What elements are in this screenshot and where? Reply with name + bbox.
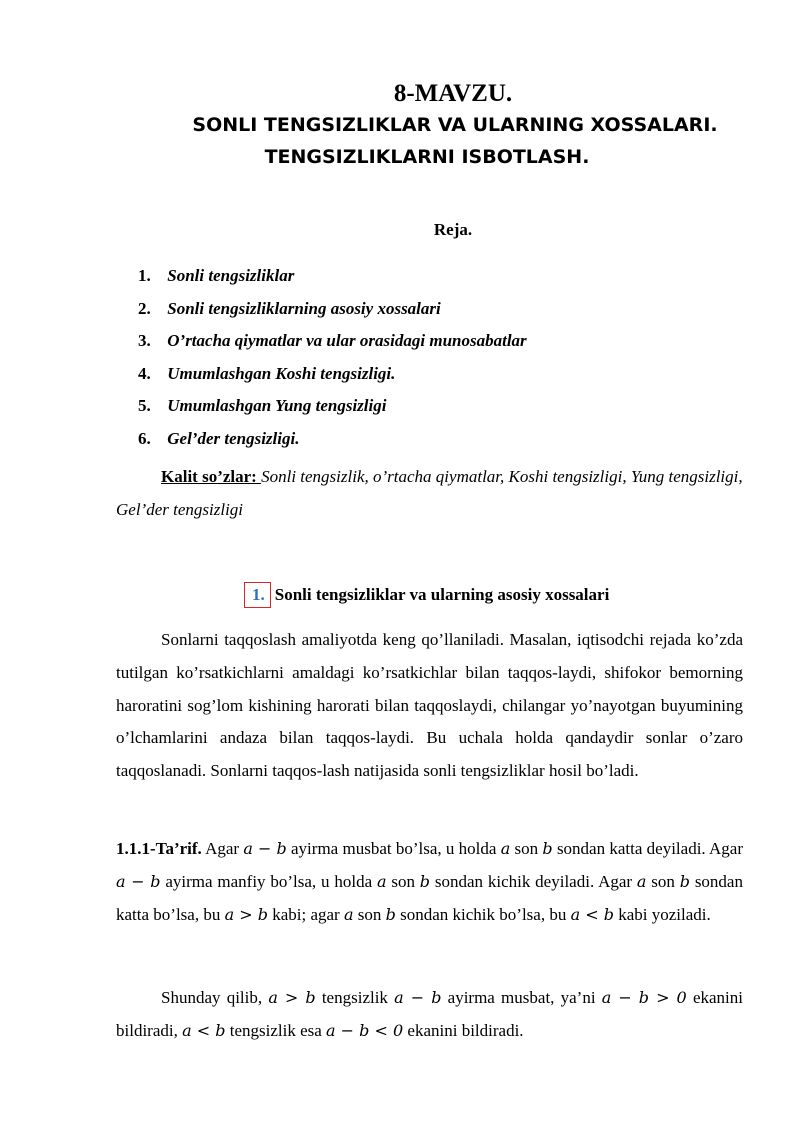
intro-paragraph-text: Sonlarni taqqoslash amaliyotda keng qo’llaniladi. Masalan, iqtisodchi rejada ko’zda tutilgan ko’rsatkichlarni amaldagi ko’rsatkichlar bilan taqqos-laydi, shifokor bemorning haroratini sog’lom kishining harorati bilan taqqoslaydi, chilangar yo’nayotgan buyumining o’lchamlarini andaza bilan taqqos-laydi. Bu uchala holda qandaydir sonlar o’zaro taqqoslanadi. Sonlarni taqqos-lash natijasida sonli tengsizliklar hosil bo’ladi. xyxy=(116,630,743,781)
plan-item-number: 3. xyxy=(138,331,151,350)
text-run: sondan katta deyiladi. Agar xyxy=(552,839,743,858)
text-run: son xyxy=(646,871,680,891)
plan-item xyxy=(138,262,527,295)
section-title: Sonli tengsizliklar va ularning asosiy xossalari xyxy=(274,585,610,604)
intro-paragraph xyxy=(116,624,743,788)
math-expr: a xyxy=(376,871,387,891)
math-expr: a < b xyxy=(182,1020,226,1040)
math-expr: a < b xyxy=(570,904,614,924)
definition-term: 1.1.1-Ta’rif. xyxy=(116,839,202,858)
text-run: ayirma manfiy bo’lsa, u holda xyxy=(160,871,377,891)
text-run: Agar xyxy=(201,839,244,858)
text-run: son xyxy=(510,839,543,858)
plan-item xyxy=(138,425,527,458)
plan-item-number: 5. xyxy=(138,396,151,415)
text-run: kabi yoziladi. xyxy=(613,904,711,924)
text-run: son xyxy=(386,871,420,891)
plan-item-number: 6. xyxy=(138,428,151,448)
topic-title-line2: TENGSIZLIKLARNI ISBOTLASH. xyxy=(264,146,590,168)
math-expr: a > b xyxy=(224,904,268,924)
plan-item-number: 1. xyxy=(138,266,151,285)
conclusion-paragraph xyxy=(116,982,743,1048)
plan-item-text: Umumlashgan Koshi tengsizligi. xyxy=(167,363,396,383)
plan-item-text: Sonli tengsizliklarning asosiy xossalari xyxy=(167,298,441,318)
plan-item xyxy=(138,360,527,393)
text-run: Shunday qilib, xyxy=(161,988,269,1007)
section-number-link[interactable]: 1. xyxy=(244,582,271,608)
math-expr: a − b > 0 xyxy=(601,988,687,1007)
math-expr: a > b xyxy=(268,988,316,1007)
keywords-paragraph xyxy=(116,460,744,526)
text-run: sondan katta bo’lsa, bu xyxy=(116,871,743,924)
math-expr: b xyxy=(385,904,396,924)
text-run: sondan kichik bo’lsa, bu xyxy=(395,904,571,924)
keywords-label: Kalit so’zlar: xyxy=(161,467,262,486)
text-run: ekanini bildiradi. xyxy=(403,1020,524,1040)
plan-item-text: Sonli tengsizliklar xyxy=(167,266,295,285)
math-expr: b xyxy=(419,871,431,891)
topic-number-heading: 8-MAVZU. xyxy=(393,80,513,107)
plan-item-number: 2. xyxy=(138,298,151,318)
text-run: ayirma musbat, ya’ni xyxy=(441,988,602,1007)
plan-item-text: O’rtacha qiymatlar va ular orasidagi munosabatlar xyxy=(167,331,527,350)
text-run: kabi; agar xyxy=(267,904,344,924)
definition-paragraph xyxy=(116,833,743,931)
plan-item xyxy=(138,295,527,328)
text-run: ekanini bildiradi, xyxy=(116,988,743,1040)
plan-list xyxy=(138,262,527,457)
text-run: ayirma musbat bo’lsa, u holda xyxy=(286,839,501,858)
section-heading xyxy=(244,582,609,608)
topic-title-line1: SONLI TENGSIZLIKLAR VA ULARNING XOSSALARI. xyxy=(192,114,718,136)
math-expr: b xyxy=(679,871,690,891)
text-run: tengsizlik xyxy=(315,988,395,1007)
plan-item xyxy=(138,327,527,360)
math-expr: a − b xyxy=(394,988,442,1007)
math-expr: b xyxy=(542,839,553,858)
math-expr: a xyxy=(500,839,511,858)
math-expr: a − b xyxy=(116,871,161,891)
plan-item xyxy=(138,392,527,425)
text-run: tengsizlik esa xyxy=(225,1020,327,1040)
text-run: son xyxy=(353,904,386,924)
plan-item-text: Gel’der tengsizligi. xyxy=(167,428,300,448)
plan-item-number: 4. xyxy=(138,363,151,383)
plan-item-text: Umumlashgan Yung tengsizligi xyxy=(167,396,387,415)
text-run: sondan kichik deyiladi. Agar xyxy=(430,871,637,891)
math-expr: a xyxy=(343,904,354,924)
math-expr: a xyxy=(636,871,647,891)
keywords-text: Sonli tengsizlik, o’rtacha qiymatlar, Koshi tengsizligi, Yung tengsizligi, Gel’der tengsizligi xyxy=(116,467,743,519)
plan-title: Reja. xyxy=(433,220,473,239)
math-expr: a − b < 0 xyxy=(326,1020,404,1040)
math-expr: a − b xyxy=(243,839,287,858)
